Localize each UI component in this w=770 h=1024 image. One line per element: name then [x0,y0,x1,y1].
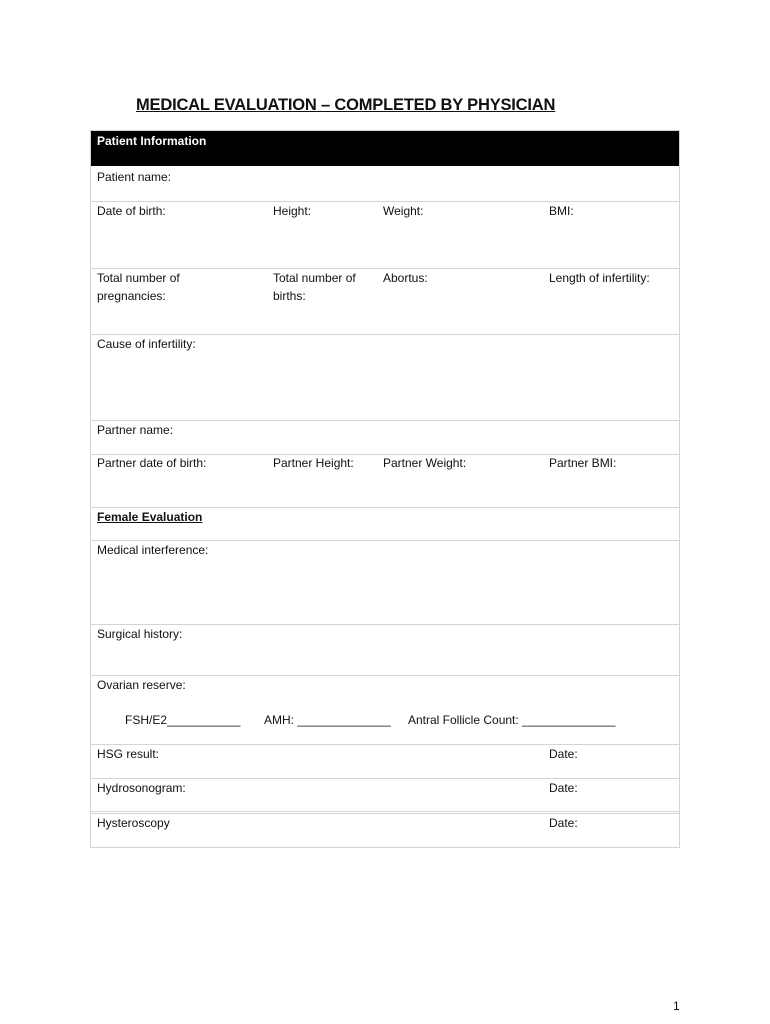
abortus-label: Abortus: [383,271,428,285]
partner-weight-label: Partner Weight: [383,456,467,470]
partner-name-label: Partner name: [97,423,174,437]
height-label: Height: [273,204,312,218]
page-title: MEDICAL EVALUATION – COMPLETED BY PHYSICIAN [136,96,556,114]
hydrosonogram-date-label: Date: [549,781,578,795]
ovarian-reserve-label: Ovarian reserve: [97,678,186,692]
partner-height-label: Partner Height: [273,456,354,470]
bmi-label: BMI: [549,204,574,218]
female-evaluation-heading: Female Evaluation [97,510,203,524]
row-divider [91,744,679,745]
hysteroscopy-label: Hysteroscopy [97,816,170,830]
patient-name-label: Patient name: [97,170,172,184]
total-pregnancies-label: Total number of pregnancies: [97,271,180,303]
evaluation-form [90,130,680,848]
medical-interference-label: Medical interference: [97,543,209,557]
row-divider [91,420,679,421]
partner-bmi-label: Partner BMI: [549,456,617,470]
hsg-result-label: HSG result: [97,747,160,761]
total-births-label: Total number of births: [273,271,356,303]
date-of-birth-label: Date of birth: [97,204,166,218]
surgical-history-label: Surgical history: [97,627,183,641]
partner-date-of-birth-label: Partner date of birth: [97,456,207,470]
hsg-date-label: Date: [549,747,578,761]
weight-label: Weight: [383,204,424,218]
amh-field: AMH: ______________ [264,713,391,727]
row-divider [91,811,679,814]
antral-follicle-count-field: Antral Follicle Count: ______________ [408,713,616,727]
patient-information-header [91,131,679,166]
length-of-infertility-label: Length of infertility: [549,271,650,285]
fsh-e2-field: FSH/E2___________ [125,713,241,727]
hydrosonogram-label: Hydrosonogram: [97,781,186,795]
patient-information-heading: Patient Information [97,134,207,148]
cause-of-infertility-label: Cause of infertility: [97,337,196,351]
page-number: 1 [673,999,680,1013]
hysteroscopy-date-label: Date: [549,816,578,830]
